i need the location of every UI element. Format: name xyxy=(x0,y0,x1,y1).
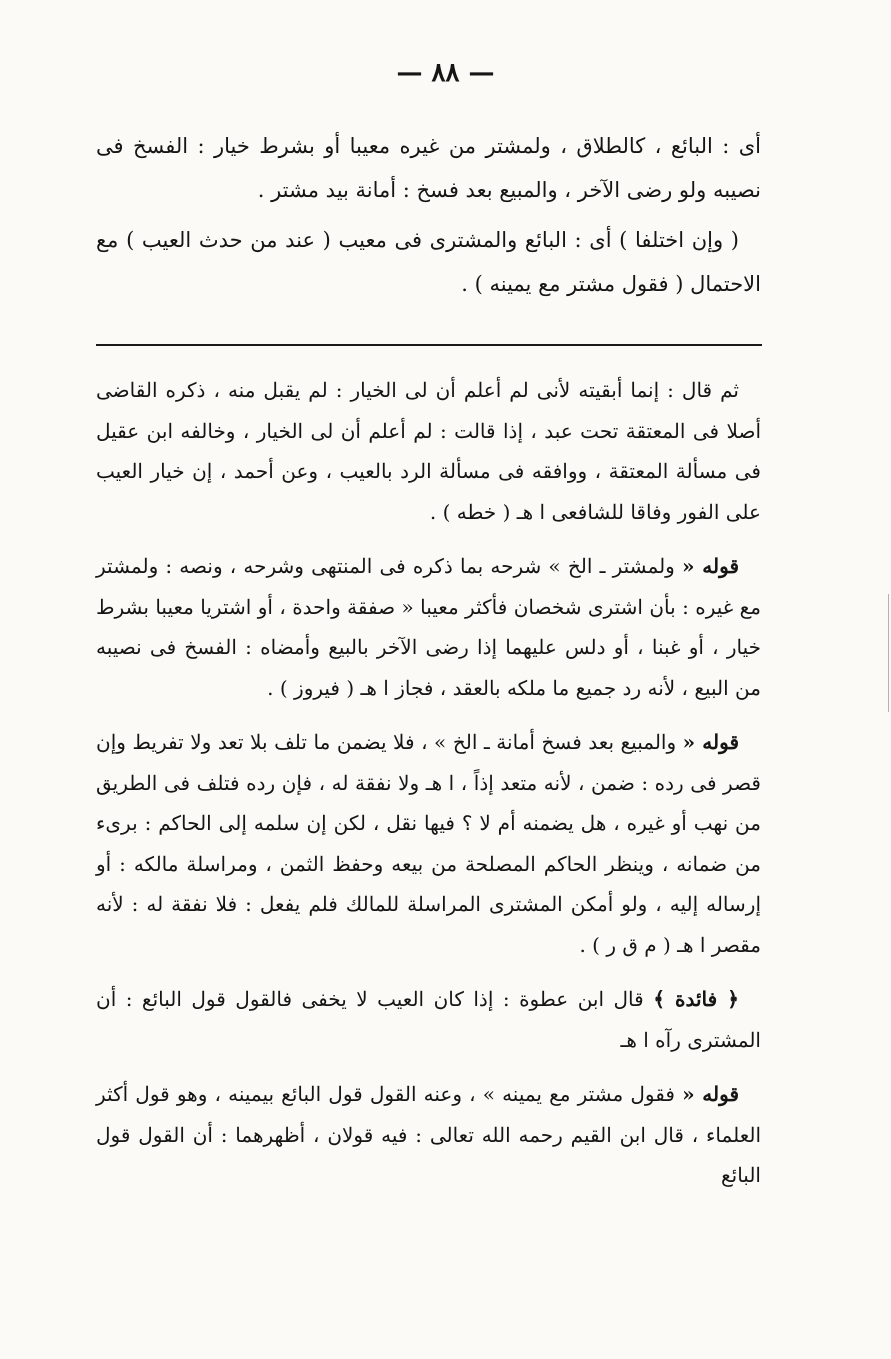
commentary-paragraph xyxy=(96,979,761,1060)
commentary-lead: ﴿ فائدة ﴾ xyxy=(653,987,740,1011)
main-text xyxy=(96,124,761,306)
commentary-lead: قوله « xyxy=(682,1082,740,1106)
commentary-text xyxy=(96,370,761,1196)
commentary-body: قال ابن عطوة : إذا كان العيب لا يخفى فالقول قول البائع : أن المشترى رآه ا هـ xyxy=(96,987,761,1052)
commentary-paragraph xyxy=(96,370,761,532)
commentary-paragraph xyxy=(96,546,761,708)
commentary-body: فقول مشتر مع يمينه » ، وعنه القول قول البائع بيمينه ، وهو قول أكثر العلماء ، قال ابن القيم رحمه الله تعالى : فيه قولان ، أظهرهما : أن القول قول البائع xyxy=(96,1082,761,1187)
commentary-body: والمبيع بعد فسخ أمانة ـ الخ » ، فلا يضمن ما تلف بلا تعد ولا تفريط وإن قصر فى رده : ضمن ، لأنه متعد إذاً ، ا هـ ولا نفقة له ، فإن رده فتلف فى الطريق من نهب أو غيره ، هل يضمنه أم لا ؟ فيها نقل ، لكن إن سلمه إلى الحاكم : برىء من ضمانه ، وينظر الحاكم المصلحة من بيعه وحفظ الثمن ، ومراسلة مالكه : أو إرساله إليه ، ولو أمكن المشترى المراسلة للمالك فلم يفعل : فلا نفقة له : لأنه مقصر ا هـ ( م ق ر ) . xyxy=(96,730,762,957)
commentary-lead: قوله « xyxy=(682,554,740,578)
commentary-paragraph xyxy=(96,722,761,965)
commentary-body: ولمشتر ـ الخ » شرحه بما ذكره فى المنتهى وشرحه ، ونصه : ولمشتر مع غيره : بأن اشترى شخصان فأكثر معيبا « صفقة واحدة ، أو اشتريا معيبا بشرط خيار ، أو غبنا ، أو دلس عليهما إذا رضى الآخر بالبيع وأمضاه : الفسخ فى نصيبه من البيع ، لأنه رد جميع ما ملكه بالعقد ، فجاز ا هـ ( فيروز ) . xyxy=(96,554,761,700)
scan-edge-mark xyxy=(888,594,889,712)
divider-rule xyxy=(96,344,762,346)
commentary-body: ثم قال : إنما أبقيته لأنى لم أعلم أن لى الخيار : لم يقبل منه ، ذكره القاضى أصلا فى المعتقة تحت عبد ، إذا قالت : لم أعلم أن لى الخيار ، وخالفه ابن عقيل فى مسألة المعتقة ، ووافقه فى مسألة الرد بالعيب ، وعن أحمد ، إن خيار العيب على الفور وفاقا للشافعى ا هـ ( خطه ) . xyxy=(96,378,761,524)
commentary-lead: قوله « xyxy=(682,730,740,754)
main-paragraph: أى : البائع ، كالطلاق ، ولمشتر من غيره معيبا أو بشرط خيار : الفسخ فى نصيبه ولو رضى الآخر ، والمبيع بعد فسخ : أمانة بيد مشتر . xyxy=(96,134,761,202)
page-number: — ٨٨ — xyxy=(396,58,495,88)
commentary-paragraph xyxy=(96,1074,761,1196)
main-paragraph: ( وإن اختلفا ) أى : البائع والمشترى فى معيب ( عند من حدث العيب ) مع الاحتمال ( فقول مشتر مع يمينه ) . xyxy=(96,228,761,296)
